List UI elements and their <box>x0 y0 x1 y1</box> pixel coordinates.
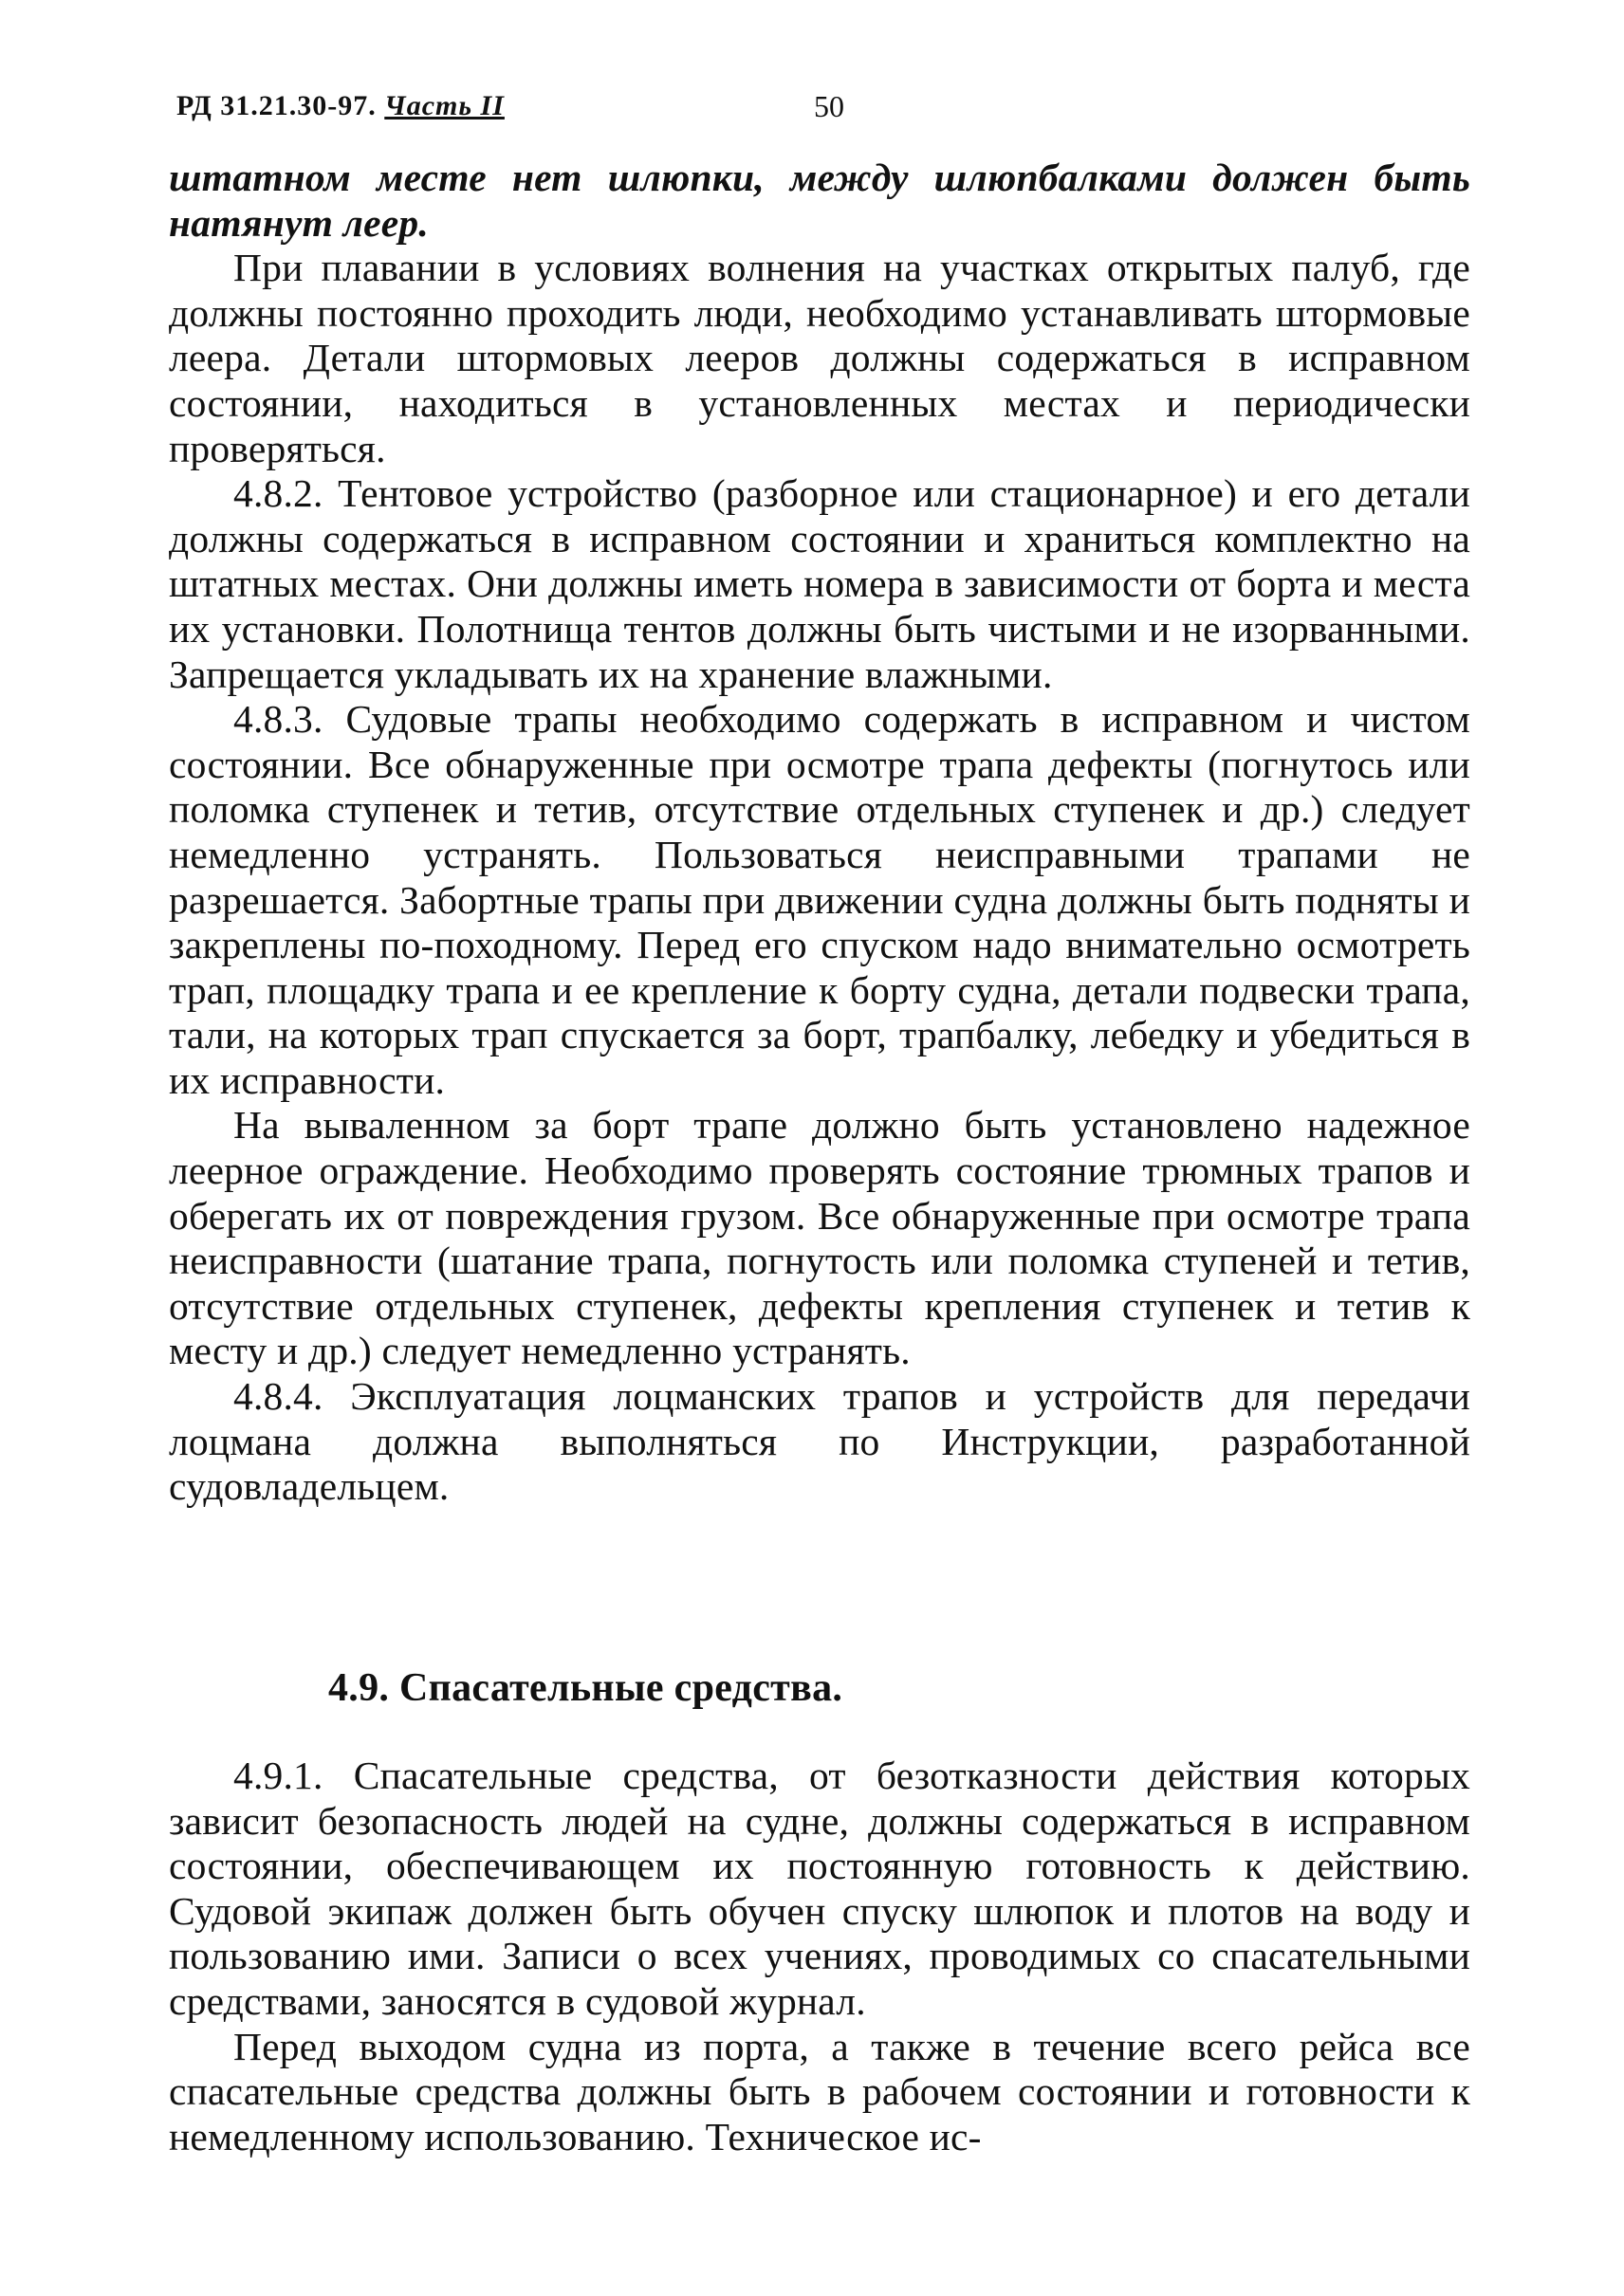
paragraph-4-9-1: 4.9.1. Спасательные средства, от безотказности действия которых зависит безопасность людей на судне, должны содержаться в исправном состоянии, обеспечивающем их постоянную готовность к действию. Судовой экипаж должен быть обучен спуску шлюпок и плотов на воду и пользованию ими. Записи о всех учениях, проводимых со спасательными средствами, заносятся в судовой журнал. <box>169 1754 1470 2023</box>
paragraph-storm-rails: При плавании в условиях волнения на участках открытых палуб, где должны постоянно проходить люди, необходимо устанавливать штормовые леера. Детали штормовых лееров должны содержаться в исправном состоянии, находиться в установленных местах и периодически проверяться. <box>169 246 1470 470</box>
section-title: 4.9. Спасательные средства. <box>328 1666 843 1710</box>
page-header <box>176 87 897 125</box>
paragraph-before-departure: Перед выходом судна из порта, а также в течение всего рейса все спасательные средства должны быть в рабочем состоянии и готовности к немедленному использованию. Техническое ис- <box>169 2024 1470 2158</box>
document-code <box>176 87 505 125</box>
main-text <box>169 156 1470 1510</box>
document-number: РД 31.21.30-97. <box>176 90 377 121</box>
paragraph-continued-emphasis: штатном месте нет шлюпки, между шлюпбалками должен быть натянут леер. <box>169 156 1470 245</box>
part-label: Часть II <box>384 90 505 121</box>
section-text <box>169 1754 1470 2159</box>
paragraph-ladder-guarding: На вываленном за борт трапе должно быть установлено надежное леерное ограждение. Необходимо проверять состояние трюмных трапов и оберегать их от повреждения грузом. Все обнаруженные при осмотре трапа неисправности (шатание трапа, погнутость или поломка ступеней и тетив, отсутствие отдельных ступенек, дефекты крепления ступенек и тетив к месту и др.) следует немедленно устранять. <box>169 1103 1470 1373</box>
page-number: 50 <box>814 89 844 123</box>
paragraph-4-8-2: 4.8.2. Тентовое устройство (разборное или стационарное) и его детали должны содержаться в исправном состоянии и храниться комплектно на штатных местах. Они должны иметь номера в зависимости от борта и места их установки. Полотнища тентов должны быть чистыми и не изорванными. Запрещается укладывать их на хранение влажными. <box>169 471 1470 696</box>
paragraph-4-8-4: 4.8.4. Эксплуатация лоцманских трапов и устройств для передачи лоцмана должна выполняться по Инструкции, разработанной судовладельцем. <box>169 1374 1470 1509</box>
paragraph-4-8-3: 4.8.3. Судовые трапы необходимо содержать в исправном и чистом состоянии. Все обнаруженные при осмотре трапа дефекты (погнутось или поломка ступенек и тетив, отсутствие отдельных ступенек и др.) следует немедленно устранять. Пользоваться неисправными трапами не разрешается. Забортные трапы при движении судна должны быть подняты и закреплены по-походному. Перед его спуском надо внимательно осмотреть трап, площадку трапа и ее крепление к борту судна, детали подвески трапа, тали, на которых трап спускается за борт, трапбалку, лебедку и убедиться в их исправности. <box>169 697 1470 1102</box>
